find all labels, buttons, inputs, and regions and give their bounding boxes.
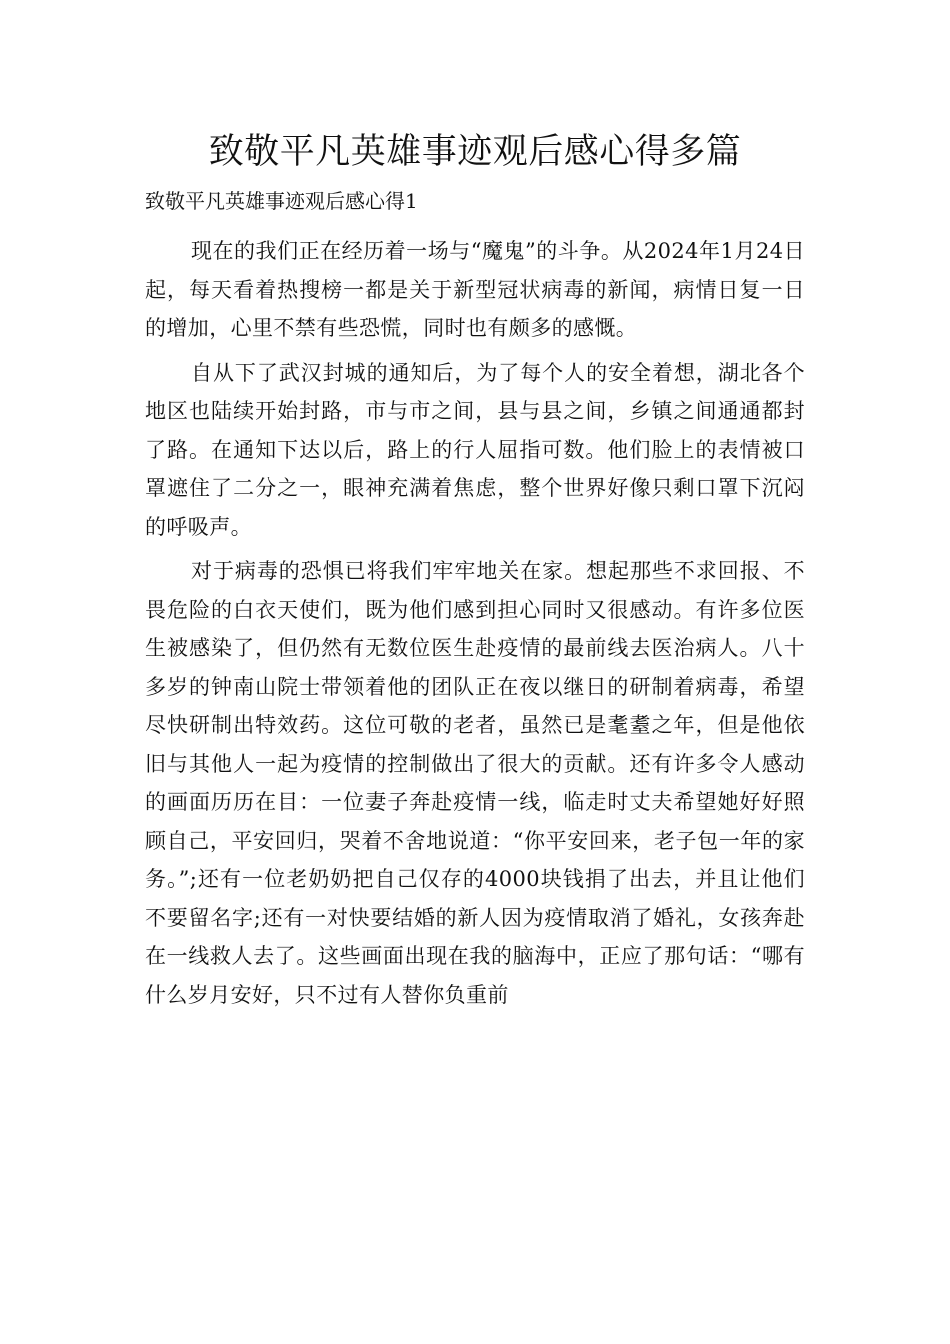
paragraph-3: 对于病毒的恐惧已将我们牢牢地关在家。想起那些不求回报、不畏危险的白衣天使们，既为他们感到担心同时又很感动。有许多位医生被感染了，但仍然有无数位医生赴疫情的最前线去医治病人。八十多岁的钟南山院士带领着他的团队正在夜以继日的研制着病毒，希望尽快研制出特效药。这位可敬的老者，虽然已是耄耋之年，但是他依旧与其他人一起为疫情的控制做出了很大的贡献。还有许多令人感动的画面历历在目：一位妻子奔赴疫情一线，临走时丈夫希望她好好照顾自己，平安回归，哭着不舍地说道：“你平安回来，老子包一年的家务。”;还有一位老奶奶把自己仅存的4000块钱捐了出去，并且让他们不要留名字;还有一对快要结婚的新人因为疫情取消了婚礼，女孩奔赴在一线救人去了。这些画面出现在我的脑海中，正应了那句话：“哪有什么岁月安好，只不过有人替你负重前 — [145, 559, 805, 1007]
paragraph-2: 自从下了武汉封城的通知后，为了每个人的安全着想，湖北各个地区也陆续开始封路，市与市之间，县与县之间，乡镇之间通通都封了路。在通知下达以后，路上的行人屈指可数。他们脸上的表情被口罩遮住了二分之一，眼神充满着焦虑，整个世界好像只剩口罩下沉闷的呼吸声。 — [145, 360, 805, 539]
section-heading: 致敬平凡英雄事迹观后感心得1 — [145, 189, 418, 213]
paragraph-1: 现在的我们正在经历着一场与“魔鬼”的斗争。从2024年1月24日起，每天看着热搜榜一都是关于新型冠状病毒的新闻，病情日复一日的增加，心里不禁有些恐慌，同时也有颇多的感慨。 — [145, 239, 805, 340]
document-title: 致敬平凡英雄事迹观后感心得多篇 — [208, 132, 742, 172]
document-body — [145, 232, 805, 1020]
